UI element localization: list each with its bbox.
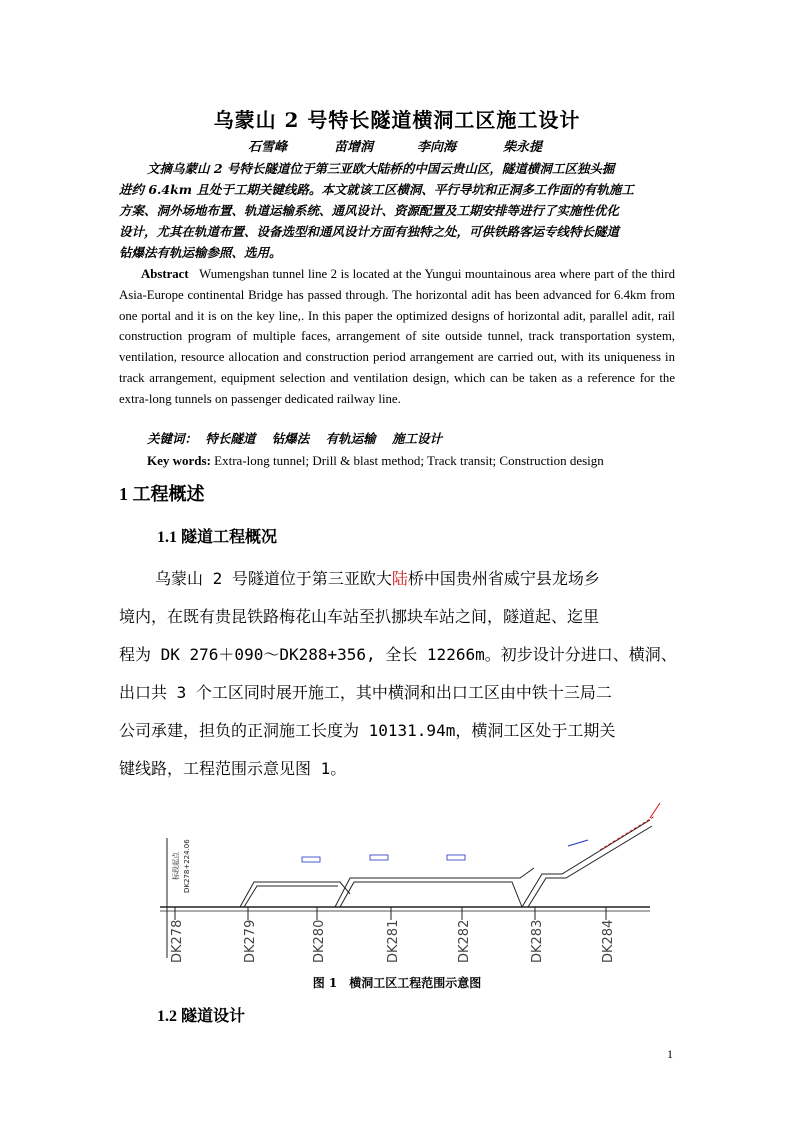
keywords-en-label: Key words: <box>147 453 211 468</box>
chainage-label: DK281 <box>386 919 401 963</box>
author-name: 苗增润 <box>334 140 374 155</box>
figure-caption: 图 1 横洞工区工程范围示意图 <box>312 976 482 990</box>
abstract-cn-line: 方案、洞外场地布置、轨道运输系统、通风设计、资源配置及工期安排等进行了实施性优化 <box>119 203 620 218</box>
keywords-en <box>147 453 604 469</box>
body-text: 乌蒙山 2 号隧道位于第三亚欧大 <box>155 569 392 588</box>
abstract-cn-line: 钻爆法有轨运输参照、选用。 <box>119 245 282 260</box>
blue-annotation <box>568 840 588 846</box>
blue-annotation <box>447 855 465 860</box>
chainage-label: DK283 <box>530 919 545 963</box>
chainage-label: DK278 <box>170 919 185 963</box>
body-paragraph <box>119 560 679 788</box>
construction-scope-diagram <box>150 798 670 970</box>
keyword-cn: 特长隧道 <box>205 431 256 446</box>
abstract-cn-label: 文摘 <box>147 161 173 176</box>
english-abstract <box>119 264 675 410</box>
section-start-chainage: DK278+224.06 <box>183 839 191 893</box>
author-name: 李向海 <box>417 140 457 155</box>
subsection-heading: 1.1 隧道工程概况 <box>157 529 278 546</box>
page-number: 1 <box>667 1047 673 1061</box>
keyword-cn: 钻爆法 <box>271 431 310 446</box>
abstract-cn-line: 乌蒙山 2 号特长隧道位于第三亚欧大陆桥的中国云贵山区，隧道横洞工区独头掘 <box>172 161 615 176</box>
abstract-en-label: Abstract <box>141 267 189 281</box>
subsection-heading: 1.2 隧道设计 <box>157 1008 246 1025</box>
adit-red-mark <box>650 803 660 818</box>
section-start-label: 标段起点 <box>172 852 180 880</box>
keywords-en-text: Extra-long tunnel; Drill & blast method; Track transit; Construction design <box>214 453 604 468</box>
keywords-cn-label: 关键词： <box>147 431 198 446</box>
chinese-abstract <box>119 158 677 263</box>
body-line: 境内，在既有贵昆铁路梅花山车站至扒挪块车站之间，隧道起、迄里 <box>119 607 600 626</box>
keyword-cn: 有轨运输 <box>325 431 376 446</box>
abstract-cn-line: 设计，尤其在轨道布置、设备选型和通风设计方面有独特之处，可供铁路客运专线特长隧道 <box>119 224 620 239</box>
adit-red-mark <box>600 816 655 850</box>
keywords-cn <box>147 429 454 447</box>
section-heading: 1 工程概述 <box>119 484 205 504</box>
body-line: 程为 DK 276＋090～DK288+356, 全长 12266m。初步设计分进口、横洞、 <box>119 645 677 664</box>
chainage-label: DK280 <box>312 919 327 963</box>
keyword-cn: 施工设计 <box>392 431 443 446</box>
parallel-adit <box>340 882 522 907</box>
paper-title: 乌蒙山 2 号特长隧道横洞工区施工设计 <box>213 108 581 132</box>
blue-annotation <box>370 855 388 860</box>
body-line: 出口共 3 个工区同时展开施工，其中横洞和出口工区由中铁十三局二 <box>119 683 612 702</box>
blue-annotation <box>302 857 320 862</box>
horizontal-adit <box>522 820 650 907</box>
chainage-label: DK279 <box>243 919 258 963</box>
parallel-adit <box>335 868 534 907</box>
horizontal-adit <box>528 826 652 907</box>
parallel-adit <box>244 886 338 907</box>
highlighted-char: 陆 <box>391 569 408 588</box>
author-name: 柴永提 <box>503 140 543 155</box>
chainage-label: DK282 <box>457 919 472 963</box>
body-line: 键线路，工程范围示意见图 1。 <box>119 759 347 778</box>
chainage-label: DK284 <box>601 919 616 963</box>
author-name: 石雪峰 <box>248 140 288 155</box>
abstract-en-text: Wumengshan tunnel line 2 is located at the Yungui mountainous area where part of the third Asia-Europe continental Bridge has passed through. The horizontal adit has been advanced for 6.4km from one portal and it is on the key line,. In this paper the optimized designs of horizontal adit, parallel adit, rail construction program of multiple faces, arrangement of site outside tunnel, track transportation system, ventilation, resource allocation and construction period arrangement are carried out, with its uniqueness in track arrangement, equipment selection and ventilation design, which can be taken as a reference for the extra-long tunnels on passenger dedicated railway line. <box>119 267 675 406</box>
body-text: 桥中国贵州省威宁县龙场乡 <box>407 569 600 588</box>
body-line: 公司承建，担负的正洞施工长度为 10131.94m，横洞工区处于工期关 <box>119 721 616 740</box>
abstract-cn-line: 进约 6.4km 且处于工期关键线路。本文就该工区横洞、平行导坑和正洞多工作面的有轨施工 <box>119 182 634 197</box>
